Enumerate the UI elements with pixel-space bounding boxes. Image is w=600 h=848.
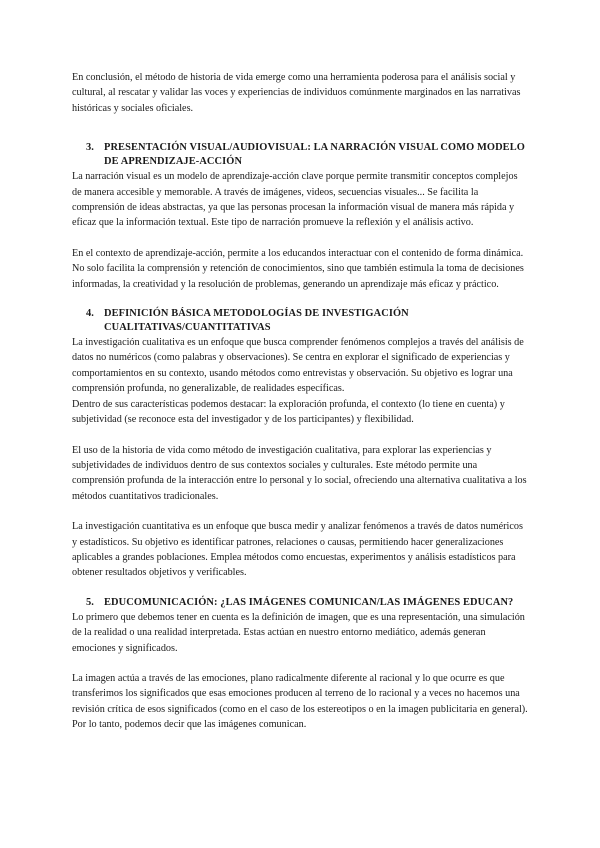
section-number: 3.	[86, 142, 94, 154]
section-heading-3	[72, 141, 528, 169]
paragraph-definicion-imagen: Lo primero que debemos tener en cuenta es la definición de imagen, que es una representación, una simulación de la realidad o una realidad interpretada. Estas actúan en nuestro entorno mediático, además generan emociones y significados.	[72, 611, 525, 654]
section-title: DEFINICIÓN BÁSICA METODOLOGÍAS DE INVESTIGACIÓN CUALITATIVAS/CUANTITATIVAS	[104, 308, 409, 334]
paragraph-imagen-emociones: La imagen actúa a través de las emociones, plano radicalmente diferente al racional y lo que ocurre es que transferimos los significados que esas emociones producen al terreno de lo racional y a veces no hacemos una revisión crítica de esos significados (como en el caso de los estereotipos o en la imagen publicitaria en general). Por lo tanto, podemos decir que las imágenes comunican.	[72, 672, 528, 731]
paragraph-conclusion: En conclusión, el método de historia de vida emerge como una herramienta poderosa para el análisis social y cultural, al rescatar y validar las voces y experiencias de individuos comúnmente marginados en las narrativas históricas y sociales oficiales.	[72, 72, 521, 114]
paragraph-cuantitativa: La investigación cuantitativa es un enfoque que busca medir y analizar fenómenos a través de datos numéricos y estadísticos. Su objetivo es identificar patrones, relaciones o causas, permitiendo hacer generalizaciones aplicables a grandes poblaciones. Emplea métodos como encuestas, experimentos y análisis estadísticos para obtener resultados objetivos y verificables.	[72, 521, 523, 579]
paragraph-historia-de-vida: El uso de la historia de vida como método de investigación cualitativa, para explorar las experiencias y subjetividades de individuos dentro de sus contextos sociales y culturales. Este método permite una comprensión profunda de la interacción entre lo personal y lo social, ofreciendo una alternativa cualitativa a los métodos cuantitativos tradicionales.	[72, 444, 527, 502]
paragraph-cualitativa: La investigación cualitativa es un enfoque que busca comprender fenómenos complejos a través del análisis de datos no numéricos (como palabras y observaciones). Se centra en explorar el significado de experiencias y comportamientos en su contexto, usando métodos como entrevistas y observación. Su objetivo es lograr una comprensión profunda, no generalizable, de realidades específicas.	[72, 337, 524, 395]
section-number: 5.	[86, 596, 94, 608]
section-number: 4.	[86, 308, 94, 320]
section-title: EDUCOMUNICACIÓN: ¿LAS IMÁGENES COMUNICAN/LAS IMÁGENES EDUCAN?	[104, 596, 514, 608]
paragraph-aprendizaje-accion: En el contexto de aprendizaje-acción, permite a los educandos interactuar con el contenido de forma dinámica. No solo facilita la comprensión y retención de conocimientos, sino que también estimula la toma de decisiones informadas, la creatividad y la resolución de problemas, generando un aprendizaje más eficaz y práctico.	[72, 247, 524, 290]
paragraph-narracion-visual: La narración visual es un modelo de aprendizaje-acción clave porque permite transmitir conceptos complejos de manera accesible y memorable. A través de imágenes, videos, secuencias visuales... Se facilita la comprensión de ideas abstractas, ya que las personas procesan la información visual de manera más rápida y eficaz que la información textual. Este tipo de narración promueve la reflexión y el análisis activo.	[72, 171, 518, 229]
section-title: PRESENTACIÓN VISUAL/AUDIOVISUAL: LA NARRACIÓN VISUAL COMO MODELO DE APRENDIZAJE-ACCIÓN	[104, 142, 525, 168]
section-heading-4	[72, 307, 528, 335]
document-page	[72, 70, 528, 748]
section-heading-5	[72, 596, 528, 610]
paragraph-caracteristicas: Dentro de sus características podemos destacar: la exploración profunda, el contexto (lo tiene en cuenta) y subjetividad (se reconoce esta del investigador y de los participantes) y flexibilidad.	[72, 398, 505, 426]
